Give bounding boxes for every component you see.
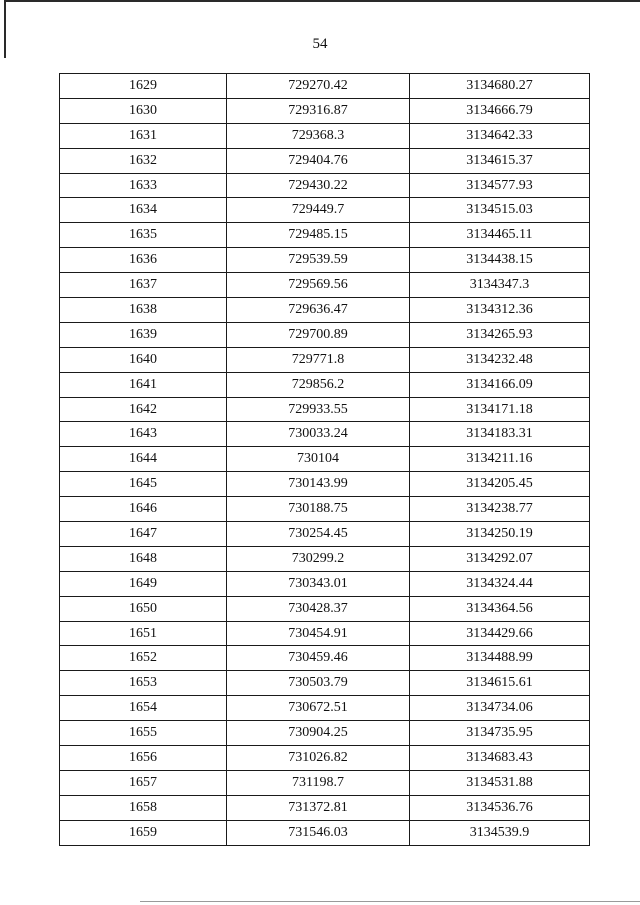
x-coordinate-cell: 729539.59 bbox=[227, 248, 410, 273]
x-coordinate-cell: 729569.56 bbox=[227, 273, 410, 298]
table-row bbox=[60, 372, 590, 397]
point-number-cell: 1645 bbox=[60, 472, 227, 497]
table-row bbox=[60, 646, 590, 671]
x-coordinate-cell: 729771.8 bbox=[227, 347, 410, 372]
table-row bbox=[60, 148, 590, 173]
point-number-cell: 1642 bbox=[60, 397, 227, 422]
x-coordinate-cell: 729933.55 bbox=[227, 397, 410, 422]
y-coordinate-cell: 3134232.48 bbox=[410, 347, 590, 372]
coordinate-table-body bbox=[60, 74, 590, 846]
point-number-cell: 1634 bbox=[60, 198, 227, 223]
table-row bbox=[60, 248, 590, 273]
point-number-cell: 1648 bbox=[60, 546, 227, 571]
point-number-cell: 1644 bbox=[60, 447, 227, 472]
point-number-cell: 1640 bbox=[60, 347, 227, 372]
table-row bbox=[60, 497, 590, 522]
table-row bbox=[60, 472, 590, 497]
y-coordinate-cell: 3134615.61 bbox=[410, 671, 590, 696]
x-coordinate-cell: 729368.3 bbox=[227, 123, 410, 148]
point-number-cell: 1631 bbox=[60, 123, 227, 148]
y-coordinate-cell: 3134735.95 bbox=[410, 721, 590, 746]
point-number-cell: 1647 bbox=[60, 522, 227, 547]
y-coordinate-cell: 3134488.99 bbox=[410, 646, 590, 671]
y-coordinate-cell: 3134265.93 bbox=[410, 322, 590, 347]
table-row bbox=[60, 522, 590, 547]
table-row bbox=[60, 621, 590, 646]
y-coordinate-cell: 3134292.07 bbox=[410, 546, 590, 571]
x-coordinate-cell: 729404.76 bbox=[227, 148, 410, 173]
y-coordinate-cell: 3134683.43 bbox=[410, 746, 590, 771]
x-coordinate-cell: 729856.2 bbox=[227, 372, 410, 397]
table-row bbox=[60, 198, 590, 223]
x-coordinate-cell: 729485.15 bbox=[227, 223, 410, 248]
x-coordinate-cell: 729270.42 bbox=[227, 74, 410, 99]
y-coordinate-cell: 3134539.9 bbox=[410, 820, 590, 845]
x-coordinate-cell: 729449.7 bbox=[227, 198, 410, 223]
coordinate-table bbox=[59, 73, 590, 846]
y-coordinate-cell: 3134211.16 bbox=[410, 447, 590, 472]
x-coordinate-cell: 729316.87 bbox=[227, 98, 410, 123]
y-coordinate-cell: 3134205.45 bbox=[410, 472, 590, 497]
table-row bbox=[60, 397, 590, 422]
table-row bbox=[60, 447, 590, 472]
point-number-cell: 1635 bbox=[60, 223, 227, 248]
x-coordinate-cell: 729700.89 bbox=[227, 322, 410, 347]
point-number-cell: 1639 bbox=[60, 322, 227, 347]
x-coordinate-cell: 730299.2 bbox=[227, 546, 410, 571]
y-coordinate-cell: 3134465.11 bbox=[410, 223, 590, 248]
table-row bbox=[60, 770, 590, 795]
y-coordinate-cell: 3134734.06 bbox=[410, 696, 590, 721]
table-row bbox=[60, 273, 590, 298]
y-coordinate-cell: 3134364.56 bbox=[410, 596, 590, 621]
y-coordinate-cell: 3134324.44 bbox=[410, 571, 590, 596]
point-number-cell: 1657 bbox=[60, 770, 227, 795]
point-number-cell: 1643 bbox=[60, 422, 227, 447]
x-coordinate-cell: 731198.7 bbox=[227, 770, 410, 795]
table-row bbox=[60, 546, 590, 571]
point-number-cell: 1654 bbox=[60, 696, 227, 721]
table-row bbox=[60, 571, 590, 596]
y-coordinate-cell: 3134438.15 bbox=[410, 248, 590, 273]
y-coordinate-cell: 3134666.79 bbox=[410, 98, 590, 123]
x-coordinate-cell: 731546.03 bbox=[227, 820, 410, 845]
point-number-cell: 1651 bbox=[60, 621, 227, 646]
x-coordinate-cell: 730904.25 bbox=[227, 721, 410, 746]
scan-bottom-edge bbox=[140, 901, 640, 902]
y-coordinate-cell: 3134166.09 bbox=[410, 372, 590, 397]
table-row bbox=[60, 74, 590, 99]
x-coordinate-cell: 730188.75 bbox=[227, 497, 410, 522]
y-coordinate-cell: 3134347.3 bbox=[410, 273, 590, 298]
y-coordinate-cell: 3134531.88 bbox=[410, 770, 590, 795]
x-coordinate-cell: 730033.24 bbox=[227, 422, 410, 447]
x-coordinate-cell: 731372.81 bbox=[227, 795, 410, 820]
table-row bbox=[60, 721, 590, 746]
table-row bbox=[60, 322, 590, 347]
point-number-cell: 1641 bbox=[60, 372, 227, 397]
x-coordinate-cell: 730428.37 bbox=[227, 596, 410, 621]
y-coordinate-cell: 3134171.18 bbox=[410, 397, 590, 422]
table-row bbox=[60, 795, 590, 820]
point-number-cell: 1633 bbox=[60, 173, 227, 198]
point-number-cell: 1652 bbox=[60, 646, 227, 671]
x-coordinate-cell: 730104 bbox=[227, 447, 410, 472]
point-number-cell: 1653 bbox=[60, 671, 227, 696]
y-coordinate-cell: 3134312.36 bbox=[410, 298, 590, 323]
point-number-cell: 1637 bbox=[60, 273, 227, 298]
y-coordinate-cell: 3134238.77 bbox=[410, 497, 590, 522]
table-row bbox=[60, 820, 590, 845]
point-number-cell: 1630 bbox=[60, 98, 227, 123]
point-number-cell: 1638 bbox=[60, 298, 227, 323]
table-row bbox=[60, 173, 590, 198]
table-row bbox=[60, 347, 590, 372]
page-number: 54 bbox=[312, 36, 328, 52]
point-number-cell: 1632 bbox=[60, 148, 227, 173]
point-number-cell: 1655 bbox=[60, 721, 227, 746]
y-coordinate-cell: 3134615.37 bbox=[410, 148, 590, 173]
x-coordinate-cell: 730454.91 bbox=[227, 621, 410, 646]
x-coordinate-cell: 729636.47 bbox=[227, 298, 410, 323]
x-coordinate-cell: 730503.79 bbox=[227, 671, 410, 696]
point-number-cell: 1629 bbox=[60, 74, 227, 99]
table-row bbox=[60, 746, 590, 771]
point-number-cell: 1636 bbox=[60, 248, 227, 273]
x-coordinate-cell: 729430.22 bbox=[227, 173, 410, 198]
x-coordinate-cell: 730459.46 bbox=[227, 646, 410, 671]
y-coordinate-cell: 3134515.03 bbox=[410, 198, 590, 223]
table-row bbox=[60, 671, 590, 696]
table-row bbox=[60, 596, 590, 621]
y-coordinate-cell: 3134642.33 bbox=[410, 123, 590, 148]
x-coordinate-cell: 730254.45 bbox=[227, 522, 410, 547]
table-row bbox=[60, 422, 590, 447]
point-number-cell: 1658 bbox=[60, 795, 227, 820]
table-row bbox=[60, 98, 590, 123]
y-coordinate-cell: 3134536.76 bbox=[410, 795, 590, 820]
point-number-cell: 1649 bbox=[60, 571, 227, 596]
x-coordinate-cell: 730343.01 bbox=[227, 571, 410, 596]
y-coordinate-cell: 3134183.31 bbox=[410, 422, 590, 447]
table-row bbox=[60, 696, 590, 721]
y-coordinate-cell: 3134250.19 bbox=[410, 522, 590, 547]
x-coordinate-cell: 730143.99 bbox=[227, 472, 410, 497]
y-coordinate-cell: 3134429.66 bbox=[410, 621, 590, 646]
table-row bbox=[60, 298, 590, 323]
point-number-cell: 1646 bbox=[60, 497, 227, 522]
y-coordinate-cell: 3134577.93 bbox=[410, 173, 590, 198]
table-row bbox=[60, 123, 590, 148]
x-coordinate-cell: 730672.51 bbox=[227, 696, 410, 721]
y-coordinate-cell: 3134680.27 bbox=[410, 74, 590, 99]
table-row bbox=[60, 223, 590, 248]
x-coordinate-cell: 731026.82 bbox=[227, 746, 410, 771]
point-number-cell: 1659 bbox=[60, 820, 227, 845]
point-number-cell: 1656 bbox=[60, 746, 227, 771]
scan-top-edge bbox=[6, 0, 640, 2]
point-number-cell: 1650 bbox=[60, 596, 227, 621]
